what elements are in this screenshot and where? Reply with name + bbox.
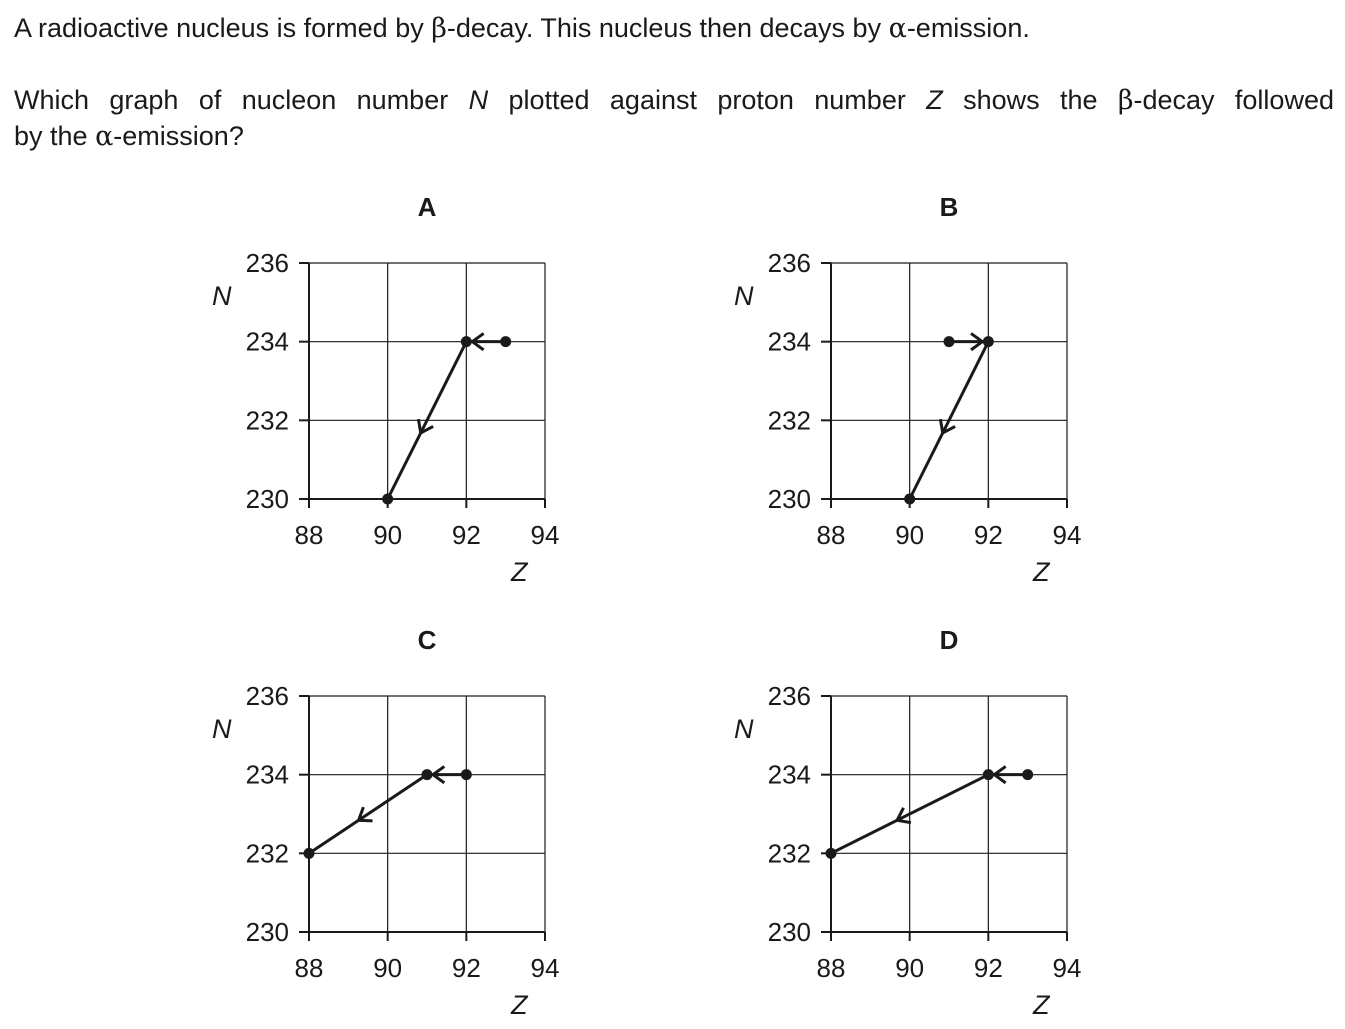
x-tick-label: 90: [895, 953, 925, 983]
y-axis-label: N: [734, 714, 754, 744]
chart-title: D: [939, 625, 959, 655]
x-tick-label: 88: [294, 520, 324, 550]
x-tick-label: 90: [895, 520, 925, 550]
z-symbol: Z: [926, 85, 943, 115]
chart-panel-d: [734, 625, 1081, 1020]
x-tick-label: 94: [1052, 520, 1082, 550]
data-point: [1022, 769, 1033, 780]
text-segment: by the: [14, 121, 96, 151]
y-tick-label: 234: [767, 759, 811, 790]
text-segment: Which graph of nucleon number: [14, 85, 469, 115]
data-point: [983, 769, 994, 780]
beta-symbol: β: [431, 13, 447, 44]
x-tick-label: 92: [973, 520, 1003, 550]
text-segment: -emission?: [113, 121, 244, 151]
x-tick-label: 92: [973, 953, 1003, 983]
y-tick-label: 232: [767, 838, 811, 869]
y-tick-label: 234: [245, 326, 289, 357]
data-point: [461, 336, 472, 347]
chart-panel-a: [212, 192, 559, 587]
y-tick-label: 236: [767, 681, 811, 711]
x-axis-label: Z: [511, 990, 528, 1020]
data-point: [826, 848, 837, 859]
text-segment: -decay. This nucleus then decays by: [446, 13, 889, 43]
data-point: [500, 336, 511, 347]
x-axis-label: Z: [1033, 557, 1050, 587]
x-tick-label: 88: [816, 520, 846, 550]
x-tick-label: 88: [294, 953, 324, 983]
x-tick-label: 94: [1052, 953, 1082, 983]
transition-line: [309, 775, 427, 854]
x-tick-label: 90: [373, 520, 403, 550]
y-tick-label: 230: [767, 484, 811, 514]
x-tick-label: 94: [530, 520, 560, 550]
y-tick-label: 232: [245, 838, 289, 869]
x-tick-label: 92: [451, 953, 481, 983]
chart-panel-b: [734, 192, 1081, 587]
x-tick-label: 92: [451, 520, 481, 550]
data-point: [382, 494, 393, 505]
text-segment: plotted against proton number: [488, 85, 927, 115]
x-tick-label: 88: [816, 953, 846, 983]
x-tick-label: 90: [373, 953, 403, 983]
text-segment: -emission.: [906, 13, 1030, 43]
text-segment: A radioactive nucleus is formed by: [14, 13, 432, 43]
alpha-symbol: α: [888, 13, 907, 44]
y-tick-label: 234: [767, 326, 811, 357]
data-point: [422, 769, 433, 780]
chart-panel-c: [212, 625, 559, 1020]
data-point: [304, 848, 315, 859]
text-segment: -decay followed: [1133, 85, 1334, 115]
data-point: [944, 336, 955, 347]
chart-title: B: [939, 192, 959, 222]
y-tick-label: 236: [767, 248, 811, 278]
alpha-symbol: α: [95, 121, 114, 152]
data-point: [461, 769, 472, 780]
y-tick-label: 232: [767, 405, 811, 436]
chart-title: C: [417, 625, 437, 655]
y-axis-label: N: [734, 281, 754, 311]
y-tick-label: 232: [245, 405, 289, 436]
y-tick-label: 230: [767, 917, 811, 947]
y-tick-label: 236: [245, 248, 289, 278]
beta-symbol: β: [1117, 85, 1134, 116]
y-axis-label: N: [212, 281, 232, 311]
n-symbol: N: [468, 85, 489, 115]
y-axis-label: N: [212, 714, 232, 744]
y-tick-label: 234: [245, 759, 289, 790]
x-tick-label: 94: [530, 953, 560, 983]
y-tick-label: 230: [245, 484, 289, 514]
text-segment: shows the: [942, 85, 1118, 115]
x-axis-label: Z: [511, 557, 528, 587]
data-point: [904, 494, 915, 505]
chart-title: A: [417, 192, 437, 222]
y-tick-label: 236: [245, 681, 289, 711]
y-tick-label: 230: [245, 917, 289, 947]
data-point: [983, 336, 994, 347]
x-axis-label: Z: [1033, 990, 1050, 1020]
